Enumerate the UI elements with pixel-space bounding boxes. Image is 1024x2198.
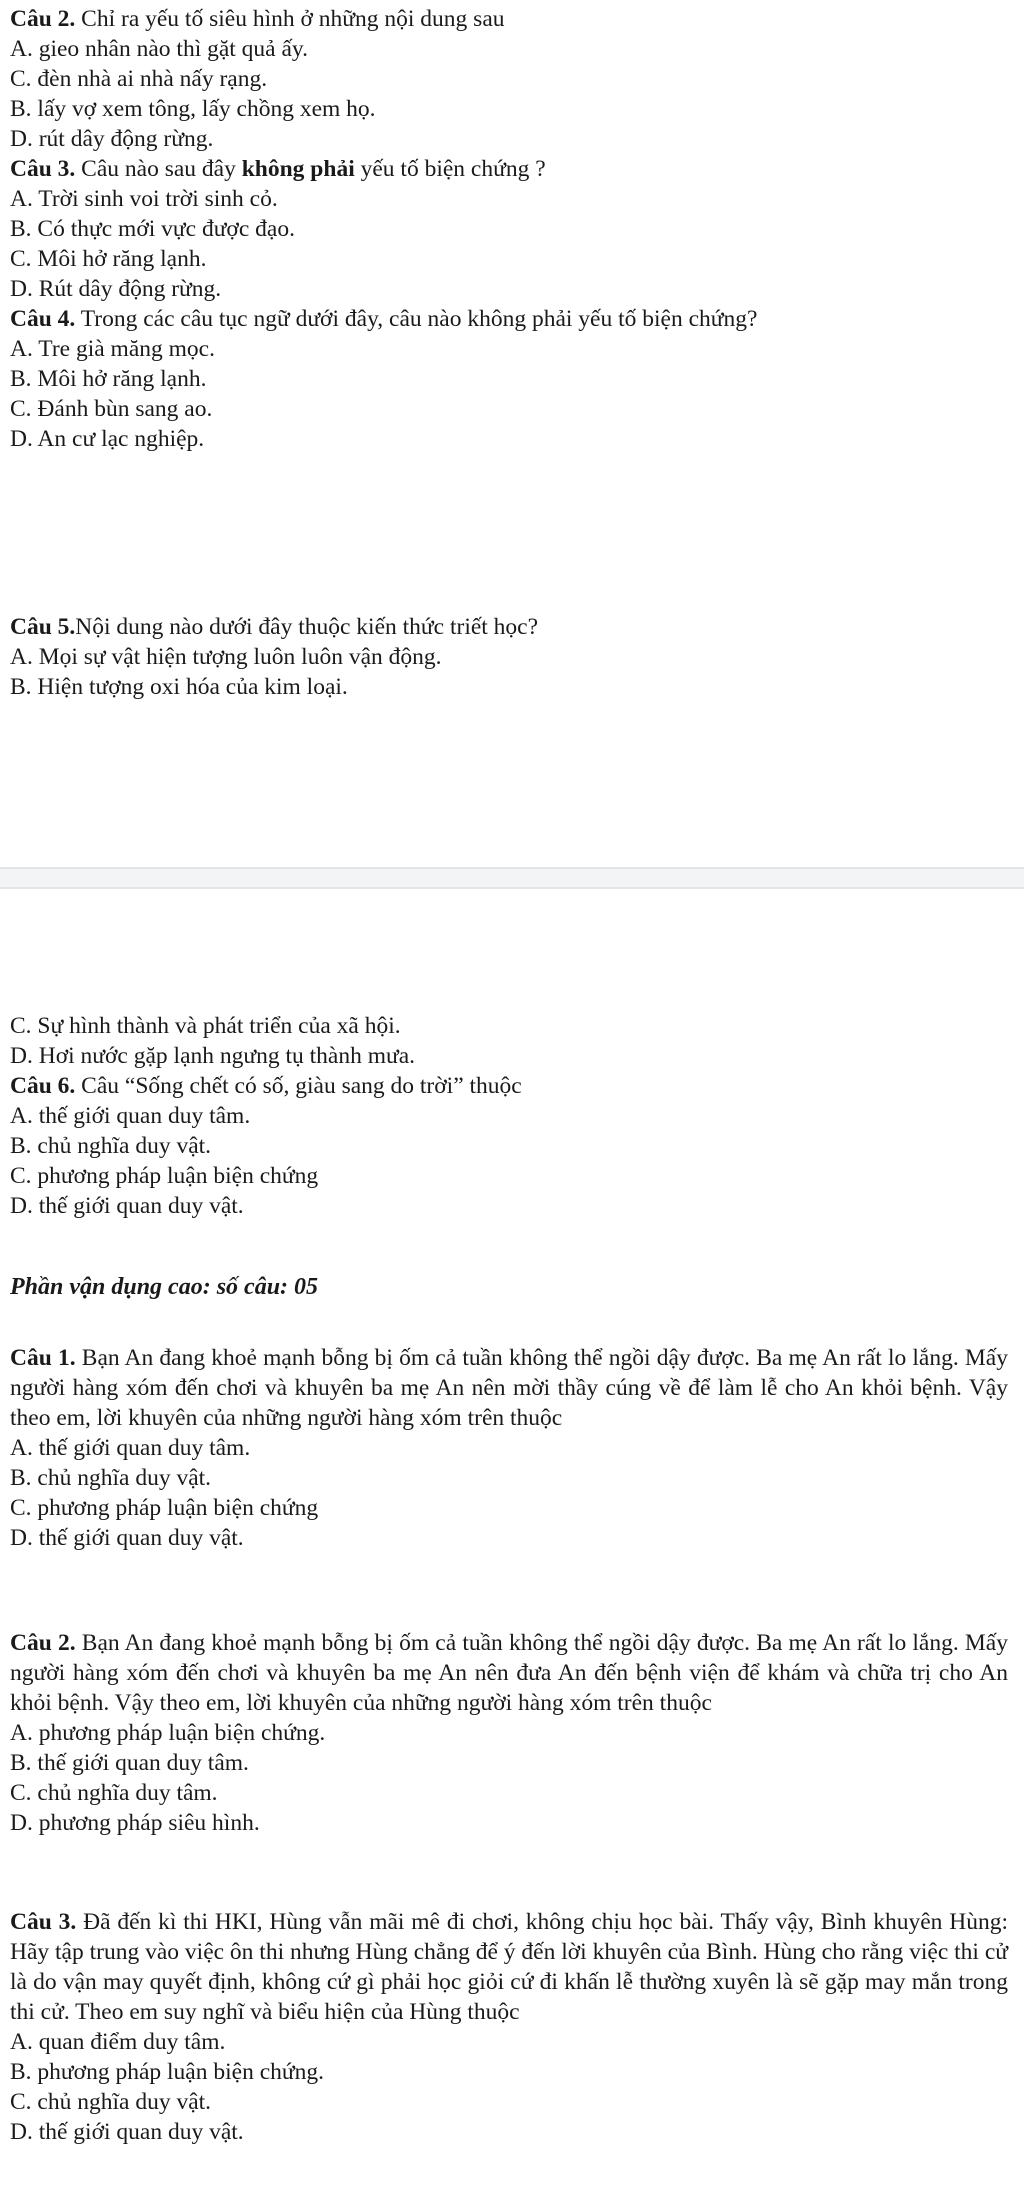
- question-5-continued: [0, 1011, 1024, 1071]
- applied-question-1-stem: Câu 1. Bạn An đang khoẻ mạnh bỗng bị ốm cả tuần không thể ngồi dậy được. Ba mẹ An rất lo lắng. Mấy người hàng xóm đến chơi và khuyên ba mẹ An nên mời thầy cúng về để làm lễ cho An khỏi bệnh. Vậy theo em, lời khuyên của những người hàng xóm trên thuộc: [10, 1345, 1008, 1431]
- option-d: D. thế giới quan duy vật.: [10, 2119, 244, 2145]
- question-4-stem: Câu 4. Trong các câu tục ngữ dưới đây, câu nào không phải yếu tố biện chứng?: [10, 306, 758, 332]
- option-a: A. Tre già măng mọc.: [10, 336, 215, 362]
- option-a: A. thế giới quan duy tâm.: [10, 1435, 251, 1461]
- option-c: C. chủ nghĩa duy tâm.: [10, 1780, 218, 1806]
- option-d: D. thế giới quan duy vật.: [10, 1525, 244, 1551]
- option-d: D. phương pháp siêu hình.: [10, 1810, 260, 1836]
- option-c: C. Môi hở răng lạnh.: [10, 246, 207, 272]
- question-5-stem: Câu 5.Nội dung nào dưới đây thuộc kiến thức triết học?: [10, 614, 539, 640]
- option-c: C. Sự hình thành và phát triển của xã hội.: [10, 1013, 401, 1039]
- applied-question-2: [0, 1628, 1024, 1838]
- option-c: C. Đánh bùn sang ao.: [10, 396, 213, 422]
- applied-question-3: [0, 1907, 1024, 2147]
- question-3-bien-chung: [0, 154, 1024, 304]
- question-6-stem: Câu 6. Câu “Sống chết có số, giàu sang do trời” thuộc: [10, 1073, 522, 1099]
- option-c: C. đèn nhà ai nhà nấy rạng.: [10, 66, 268, 92]
- option-b: B. Môi hở răng lạnh.: [10, 366, 207, 392]
- section-title: Phần vận dụng cao: số câu: 05: [10, 1274, 319, 1300]
- option-c: C. chủ nghĩa duy vật.: [10, 2089, 212, 2115]
- option-a: A. quan điểm duy tâm.: [10, 2029, 226, 2055]
- question-6-song-chet: [0, 1071, 1024, 1221]
- option-b: B. phương pháp luận biện chứng.: [10, 2059, 324, 2085]
- section-heading: [0, 1271, 1024, 1303]
- option-a: A. thế giới quan duy tâm.: [10, 1103, 251, 1129]
- applied-question-1: [0, 1343, 1024, 1553]
- option-a: A. phương pháp luận biện chứng.: [10, 1720, 326, 1746]
- option-d: D. rút dây động rừng.: [10, 126, 214, 152]
- option-b: B. Có thực mới vực được đạo.: [10, 216, 295, 242]
- question-5-triet-hoc: [0, 612, 1024, 702]
- question-3-stem: Câu 3. Câu nào sau đây không phải yếu tố biện chứng ?: [10, 156, 546, 182]
- option-d: D. thế giới quan duy vật.: [10, 1193, 244, 1219]
- applied-question-2-stem: Câu 2. Bạn An đang khoẻ mạnh bỗng bị ốm cả tuần không thể ngồi dậy được. Ba mẹ An rất lo lắng. Mấy người hàng xóm đến chơi và khuyên ba mẹ An nên đưa An đến bệnh viện để khám và chữa trị cho An khỏi bệnh. Vậy theo em, lời khuyên của những người hàng xóm trên thuộc: [10, 1630, 1008, 1716]
- option-a: A. gieo nhân nào thì gặt quả ấy.: [10, 36, 309, 62]
- option-d: D. Rút dây động rừng.: [10, 276, 222, 302]
- page-break-divider: [0, 867, 1024, 889]
- option-d: D. Hơi nước gặp lạnh ngưng tụ thành mưa.: [10, 1043, 416, 1069]
- applied-question-3-stem: Câu 3. Đã đến kì thi HKI, Hùng vẫn mãi mê đi chơi, không chịu học bài. Thấy vậy, Bình khuyên Hùng: Hãy tập trung vào việc ôn thi nhưng Hùng chẳng để ý đến lời khuyên của Bình. Hùng cho rằng việc thi cử là do vận may quyết định, không cứ gì phải học giỏi cứ đi khấn lễ thường xuyên là sẽ gặp may mắn trong thi cử. Theo em suy nghĩ và biểu hiện của Hùng thuộc: [10, 1909, 1009, 2025]
- option-a: A. Trời sinh voi trời sinh cỏ.: [10, 186, 278, 212]
- option-b: B. Hiện tượng oxi hóa của kim loại.: [10, 674, 348, 700]
- question-2-siêu-hình: [0, 4, 1024, 154]
- option-d: D. An cư lạc nghiệp.: [10, 426, 205, 452]
- option-b: B. thế giới quan duy tâm.: [10, 1750, 249, 1776]
- option-a: A. Mọi sự vật hiện tượng luôn luôn vận động.: [10, 644, 442, 670]
- option-b: B. chủ nghĩa duy vật.: [10, 1133, 212, 1159]
- option-b: B. lấy vợ xem tông, lấy chồng xem họ.: [10, 96, 376, 122]
- question-4-tuc-ngu: [0, 304, 1024, 454]
- question-2-stem: Câu 2. Chỉ ra yếu tố siêu hình ở những nội dung sau: [10, 6, 505, 32]
- option-c: C. phương pháp luận biện chứng: [10, 1163, 319, 1189]
- option-c: C. phương pháp luận biện chứng: [10, 1495, 319, 1521]
- option-b: B. chủ nghĩa duy vật.: [10, 1465, 212, 1491]
